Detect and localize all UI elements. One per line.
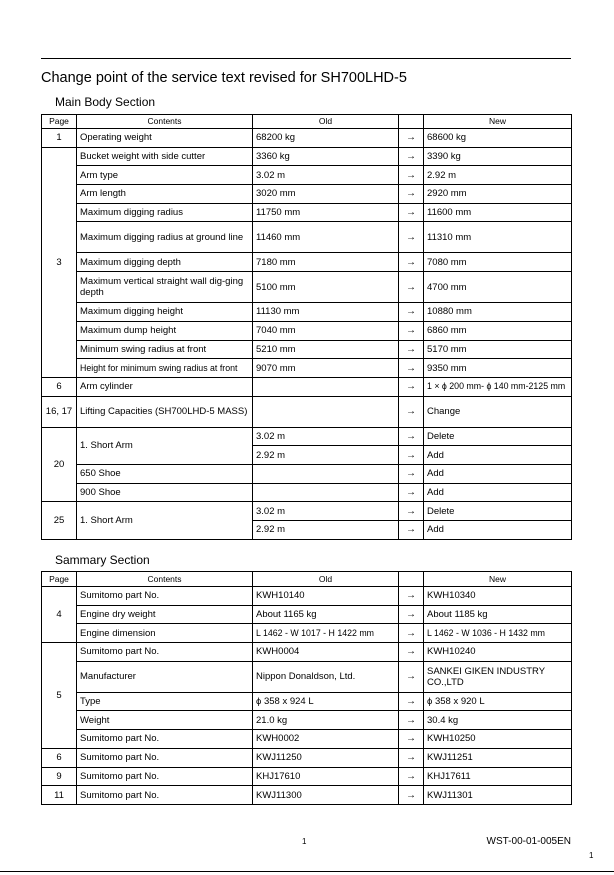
corner-number: 1 (589, 851, 594, 860)
contents-cell: Sumitomo part No. (77, 748, 253, 767)
table-row (42, 203, 572, 222)
arrow-icon: → (399, 446, 424, 465)
old-cell: KWJ11250 (253, 748, 399, 767)
new-cell: KWH10340 (424, 587, 572, 606)
arrow-icon: → (399, 521, 424, 540)
table-row (42, 730, 572, 749)
contents-cell: Lifting Capacities (SH700LHD-5 MASS) (77, 396, 253, 427)
arrow-icon: → (399, 427, 424, 446)
page-cell: 4 (42, 587, 77, 643)
old-cell: About 1165 kg (253, 605, 399, 624)
header-contents: Contents (77, 115, 253, 129)
table-row (42, 483, 572, 502)
arrow-icon: → (399, 661, 424, 692)
old-cell: KHJ17610 (253, 767, 399, 786)
new-cell: 1 × ϕ 200 mm- ϕ 140 mm-2125 mm (424, 377, 572, 396)
arrow-icon: → (399, 303, 424, 322)
table-header-row (42, 572, 572, 587)
old-cell (253, 464, 399, 483)
summary-section-title: Sammary Section (55, 553, 150, 567)
contents-cell: 1. Short Arm (77, 502, 253, 539)
contents-cell: Maximum digging depth (77, 253, 253, 272)
new-cell: Add (424, 483, 572, 502)
main-body-section-title: Main Body Section (55, 95, 156, 109)
arrow-icon: → (399, 730, 424, 749)
table-row (42, 786, 572, 805)
old-cell: L 1462 - W 1017 - H 1422 mm (253, 624, 399, 643)
table-row (42, 166, 572, 185)
new-cell: SANKEI GIKEN INDUSTRY CO.,LTD (424, 661, 572, 692)
arrow-icon: → (399, 253, 424, 272)
page-title: Change point of the service text revised for SH700LHD-5 (41, 70, 407, 86)
table-row (42, 748, 572, 767)
old-cell: 3.02 m (253, 166, 399, 185)
arrow-icon: → (399, 203, 424, 222)
arrow-icon: → (399, 359, 424, 378)
old-cell: KWJ11300 (253, 786, 399, 805)
contents-cell: Bucket weight with side cutter (77, 147, 253, 166)
old-cell: 11130 mm (253, 303, 399, 322)
old-cell: 9070 mm (253, 359, 399, 378)
contents-cell: Sumitomo part No. (77, 767, 253, 786)
header-old: Old (253, 115, 399, 129)
arrow-icon: → (399, 166, 424, 185)
contents-cell: Minimum swing radius at front (77, 340, 253, 359)
contents-cell: Maximum digging radius at ground line (77, 222, 253, 253)
old-cell: 5210 mm (253, 340, 399, 359)
arrow-icon: → (399, 692, 424, 711)
old-cell: 3360 kg (253, 147, 399, 166)
table-row (42, 605, 572, 624)
arrow-icon: → (399, 767, 424, 786)
arrow-icon: → (399, 624, 424, 643)
contents-cell: Weight (77, 711, 253, 730)
table-row (42, 767, 572, 786)
new-cell: Delete (424, 502, 572, 521)
new-cell: 2920 mm (424, 185, 572, 204)
old-cell: 5100 mm (253, 272, 399, 303)
arrow-icon: → (399, 129, 424, 148)
new-cell: 11600 mm (424, 203, 572, 222)
contents-cell: Maximum vertical straight wall dig-ging depth (77, 272, 253, 303)
new-cell: 6860 mm (424, 321, 572, 340)
header-contents: Contents (77, 572, 253, 587)
contents-cell: Manufacturer (77, 661, 253, 692)
old-cell: 3020 mm (253, 185, 399, 204)
contents-cell: Arm length (77, 185, 253, 204)
table-row (42, 222, 572, 253)
arrow-icon: → (399, 502, 424, 521)
footer-document-code: WST-00-01-005EN (486, 836, 571, 847)
header-page: Page (42, 572, 77, 587)
header-arrow (399, 572, 424, 587)
new-cell: About 1185 kg (424, 605, 572, 624)
contents-cell: 900 Shoe (77, 483, 253, 502)
contents-cell: 1. Short Arm (77, 427, 253, 464)
new-cell: 10880 mm (424, 303, 572, 322)
page-cell: 11 (42, 786, 77, 805)
table-row (42, 359, 572, 378)
contents-cell: Maximum digging radius (77, 203, 253, 222)
table-row (42, 711, 572, 730)
arrow-icon: → (399, 587, 424, 606)
arrow-icon: → (399, 340, 424, 359)
table-row (42, 253, 572, 272)
new-cell: 68600 kg (424, 129, 572, 148)
table-row (42, 147, 572, 166)
page-cell: 6 (42, 748, 77, 767)
main-body-table (41, 114, 572, 540)
table-row (42, 321, 572, 340)
new-cell: KWH10240 (424, 643, 572, 662)
new-cell: Add (424, 446, 572, 465)
page-cell: 9 (42, 767, 77, 786)
arrow-icon: → (399, 711, 424, 730)
new-cell: 3390 kg (424, 147, 572, 166)
new-cell: L 1462 - W 1036 - H 1432 mm (424, 624, 572, 643)
new-cell: 9350 mm (424, 359, 572, 378)
old-cell: KWH0004 (253, 643, 399, 662)
contents-cell: Maximum dump height (77, 321, 253, 340)
old-cell: 2.92 m (253, 446, 399, 465)
arrow-icon: → (399, 605, 424, 624)
table-row (42, 185, 572, 204)
page-cell: 20 (42, 427, 77, 502)
new-cell: Add (424, 521, 572, 540)
table-row (42, 377, 572, 396)
table-row (42, 692, 572, 711)
footer-page-number: 1 (302, 837, 307, 846)
new-cell: KWJ11301 (424, 786, 572, 805)
header-arrow (399, 115, 424, 129)
old-cell: 11750 mm (253, 203, 399, 222)
page-cell: 6 (42, 377, 77, 396)
contents-cell: Engine dimension (77, 624, 253, 643)
new-cell: Add (424, 464, 572, 483)
old-cell (253, 483, 399, 502)
arrow-icon: → (399, 643, 424, 662)
arrow-icon: → (399, 396, 424, 427)
old-cell: 3.02 m (253, 427, 399, 446)
old-cell: KWH0002 (253, 730, 399, 749)
table-row (42, 587, 572, 606)
new-cell: 2.92 m (424, 166, 572, 185)
table-row (42, 396, 572, 427)
arrow-icon: → (399, 222, 424, 253)
summary-table (41, 571, 572, 805)
table-row (42, 272, 572, 303)
table-row (42, 643, 572, 662)
arrow-icon: → (399, 483, 424, 502)
old-cell: 2.92 m (253, 521, 399, 540)
old-cell: 11460 mm (253, 222, 399, 253)
new-cell: 7080 mm (424, 253, 572, 272)
arrow-icon: → (399, 464, 424, 483)
old-cell: 21.0 kg (253, 711, 399, 730)
arrow-icon: → (399, 321, 424, 340)
contents-cell: Operating weight (77, 129, 253, 148)
old-cell: 7040 mm (253, 321, 399, 340)
contents-cell: Maximum digging height (77, 303, 253, 322)
arrow-icon: → (399, 272, 424, 303)
arrow-icon: → (399, 377, 424, 396)
page-cell: 5 (42, 643, 77, 749)
new-cell: Change (424, 396, 572, 427)
contents-cell: Sumitomo part No. (77, 730, 253, 749)
old-cell: 68200 kg (253, 129, 399, 148)
contents-cell: Type (77, 692, 253, 711)
contents-cell: Engine dry weight (77, 605, 253, 624)
arrow-icon: → (399, 147, 424, 166)
table-row (42, 340, 572, 359)
contents-cell: Height for minimum swing radius at front (77, 359, 253, 378)
new-cell: KWH10250 (424, 730, 572, 749)
header-new: New (424, 572, 572, 587)
old-cell (253, 377, 399, 396)
new-cell: 4700 mm (424, 272, 572, 303)
page-cell: 3 (42, 147, 77, 377)
new-cell: KHJ17611 (424, 767, 572, 786)
old-cell: 7180 mm (253, 253, 399, 272)
contents-cell: 650 Shoe (77, 464, 253, 483)
bottom-divider (0, 871, 614, 872)
table-header-row (42, 115, 572, 129)
contents-cell: Arm cylinder (77, 377, 253, 396)
arrow-icon: → (399, 786, 424, 805)
page-cell: 16, 17 (42, 396, 77, 427)
table-row (42, 129, 572, 148)
contents-cell: Sumitomo part No. (77, 786, 253, 805)
old-cell: KWH10140 (253, 587, 399, 606)
arrow-icon: → (399, 185, 424, 204)
table-row (42, 303, 572, 322)
new-cell: Delete (424, 427, 572, 446)
contents-cell: Arm type (77, 166, 253, 185)
table-row (42, 464, 572, 483)
top-divider (41, 58, 571, 59)
new-cell: ϕ 358 x 920 L (424, 692, 572, 711)
old-cell: 3.02 m (253, 502, 399, 521)
header-page: Page (42, 115, 77, 129)
contents-cell: Sumitomo part No. (77, 587, 253, 606)
header-old: Old (253, 572, 399, 587)
new-cell: KWJ11251 (424, 748, 572, 767)
contents-cell: Sumitomo part No. (77, 643, 253, 662)
header-new: New (424, 115, 572, 129)
old-cell (253, 396, 399, 427)
old-cell: Nippon Donaldson, Ltd. (253, 661, 399, 692)
page-cell: 1 (42, 129, 77, 148)
table-row (42, 624, 572, 643)
table-row (42, 502, 572, 521)
old-cell: ϕ 358 x 924 L (253, 692, 399, 711)
new-cell: 30.4 kg (424, 711, 572, 730)
new-cell: 11310 mm (424, 222, 572, 253)
table-row (42, 661, 572, 692)
new-cell: 5170 mm (424, 340, 572, 359)
arrow-icon: → (399, 748, 424, 767)
table-row (42, 427, 572, 446)
page-cell: 25 (42, 502, 77, 539)
